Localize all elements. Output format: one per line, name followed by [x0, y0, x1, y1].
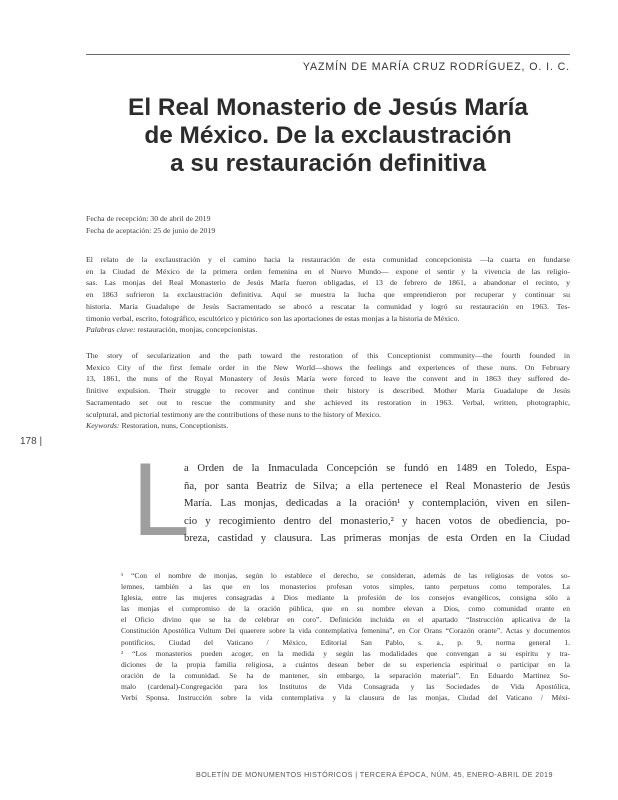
abstract-spanish	[86, 254, 570, 336]
keywords-text: restauración, monjas, concepcionistas.	[135, 325, 258, 335]
body-line: María. Las monjas, dedicadas a la oración¹ y contemplación, viven en silen-	[184, 497, 570, 510]
abstract-line: historia. María Guadalupe de Jesús Sacramentado se abocó a rescatar la comunidad y logró su restauración en 1963. Tes-	[86, 301, 570, 311]
body-line: breza, castidad y clausura. Las primeras monjas de esta Orden en la Ciudad	[184, 532, 570, 545]
body-line: a Orden de la Inmaculada Concepción se fundó en 1489 en Toledo, Espa-	[184, 462, 570, 474]
footnote-line: el Oficio divino que se ha de celebrar en coro”. Definición incluida en el apartado “Instrucción aplicativa de la	[121, 615, 570, 625]
abstract-line: timonio verbal, escrito, fotográfico, escultórico y pictórico son las aportaciones de estas monjas a la historia de México.	[86, 313, 460, 323]
article-title	[86, 94, 570, 178]
footnote-line: diciones de la propia familia religiosa, a cuántos desean beber de su experiencia espiritual o participar en la	[121, 659, 570, 669]
abstract-line: The story of secularization and the path toward the restoration of this Conceptionist community—the fourth founded in	[86, 351, 570, 360]
abstract-line: finitive expulsion. Their struggle to recover and continue their history is described. Mother María Guadalupe de Jesús	[86, 386, 570, 396]
journal-footer: BOLETÍN DE MONUMENTOS HISTÓRICOS | TERCERA ÉPOCA, NÚM. 45, ENERO-ABRIL DE 2019	[196, 770, 553, 779]
footnote-line: Iglesia, entre las mujeres consagradas a Dios mediante la profesión de los consejos evangélicos, consigna sólo a	[121, 593, 570, 603]
title-line: a su restauración definitiva	[170, 150, 486, 177]
author-name: YAZMÍN DE MARÍA CRUZ RODRÍGUEZ, O. I. C.	[302, 61, 570, 73]
submission-dates	[86, 213, 215, 236]
footnote-line: ² “Los monasterios pueden acoger, en la medida y según las modalidades que convengan a su espíritu y tra-	[121, 648, 570, 658]
keywords-spanish	[86, 324, 570, 336]
abstract-line: en 1863 sufrieron la exclaustración definitiva. Aquí se muestra la lucha que emprendieron por recuperar y continuar su	[86, 290, 570, 300]
footnote-line: lemnes, también a las que en los monasterios profesan votos simples, tanto perpetuos como temporales. La	[121, 582, 570, 592]
drop-cap: L	[132, 442, 190, 558]
footnote-line: las monjas el compromiso de la oración pública, que en su nombre elevan a Dios, como comunidad orante en	[121, 604, 570, 614]
keywords-text: Restoration, nuns, Conceptionists.	[119, 421, 229, 431]
keywords-label: Keywords:	[86, 421, 120, 431]
accepted-date: Fecha de aceptación: 25 de junio de 2019	[86, 225, 216, 235]
abstract-line: sas. Las monjas del Real Monasterio de Jesús María fueron obligadas, el 13 de febrero de 1861, a abandonar el recinto, y	[86, 278, 570, 288]
abstract-line: sculptural, and pictorial testimony are the contributions of these nuns to the history of Mexico.	[86, 409, 381, 419]
page-number: 178 |	[20, 436, 43, 447]
footnote-line: Verbi Sponsa. Instrucción sobre la vida contemplativa y la clausura de las monjas, Ciudad del Vaticano / Méxi-	[121, 693, 570, 703]
footnote-line: Constitución Apostólica Vultum Dei quaerere sobre la vida contemplativa femenina”, en Cor Orans “Corazón orante”. Actas y documentos pontificios, Ciudad del Vaticano / México, Editorial San Pablo, s. a., p. 9, norma general 1.	[121, 626, 570, 647]
abstract-line: 13, 1861, the nuns of the Royal Monastery of Jesús María were forced to leave the convent and in 1863 they suffered de-	[86, 374, 570, 384]
header-rule	[86, 54, 570, 55]
title-line: El Real Monasterio de Jesús María	[128, 94, 528, 121]
received-date: Fecha de recepción: 30 de abril de 2019	[86, 214, 211, 223]
footnotes	[121, 570, 570, 703]
body-paragraph	[184, 460, 570, 548]
abstract-line: Sacramentado set out to rescue the community and she achieved its restoration in 1963. Verbal, written, photographic,	[86, 397, 570, 407]
abstract-line: El relato de la exclaustración y el camino hacia la restauración de esta comunidad concepcionista —la cuarta en fundarse	[86, 255, 570, 264]
keywords-label: Palabras clave:	[86, 325, 136, 335]
abstract-line: Mexico City of the first female order in the New World—shows the feelings and experiences of these nuns. On February	[86, 362, 570, 372]
abstract-line: en la Ciudad de México de la primera orden femenina en el Nuevo Mundo— expone el sentir y la vivencia de las religio-	[86, 266, 570, 276]
footnote-line: ¹ “Con el nombre de monjas, según lo establece el derecho, se consideran, además de las religiosas de votos so-	[121, 571, 570, 580]
keywords-english	[86, 420, 570, 432]
title-line: de México. De la exclaustración	[144, 122, 512, 149]
body-line: ña, por santa Beatriz de Silva; a ella pertenece el Real Monasterio de Jesús	[184, 479, 570, 492]
abstract-english	[86, 350, 570, 432]
body-line: cio y recogimiento dentro del monasterio,² y hacen votos de obediencia, po-	[184, 514, 570, 527]
footnote-line: oración de la comunidad. Se ha de mantener, sin embargo, la separación material”. En Eduardo Martínez So-	[121, 670, 570, 680]
footnote-line: malo (cardenal)-Congregación para los Institutos de Vida Consagrada y las Sociedades de Vida Apostólica,	[121, 681, 570, 691]
